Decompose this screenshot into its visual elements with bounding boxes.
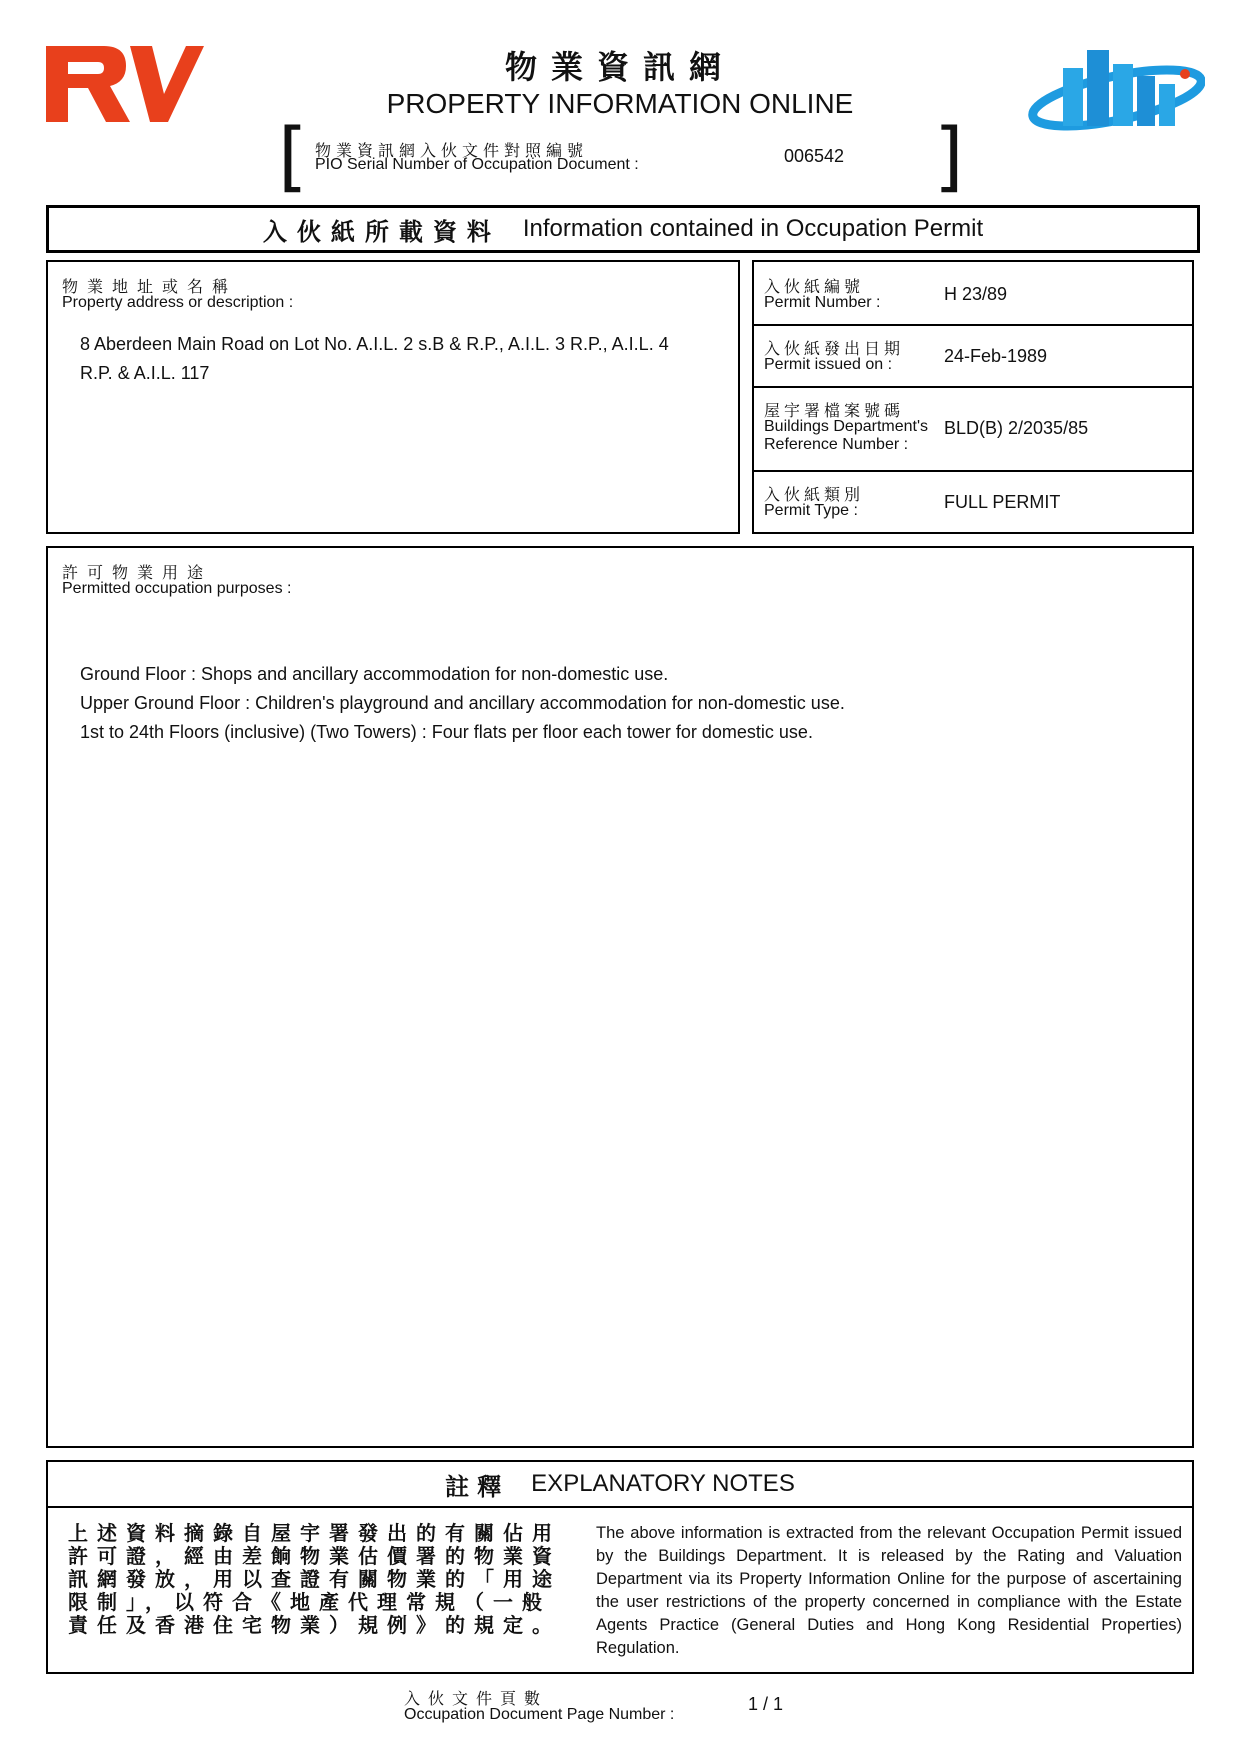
serial-label-en: PIO Serial Number of Occupation Document :: [315, 156, 639, 173]
permit-type-label-zh: 入伙紙類別: [764, 485, 865, 504]
notes-text-en: The above information is extracted from the relevant Occupation Permit issued by the Buildings Department. It is released by the Rating and Valuation Department via its Property Information Online for the purpose of ascertaining the user restrictions of the property concerned in compliance with the Estate Agents Practice (General Duties and Hong Kong Residential Properties) Regulation.: [596, 1524, 1182, 1657]
footer-label-en: Occupation Document Page Number :: [404, 1706, 675, 1723]
notes-text-zh: 上述資料摘錄自屋宇署發出的有關佔用許可證，經由差餉物業估價署的物業資訊網發放，用以查證有關物業的「用途限制」，以符合《地產代理常規（一般責任及香港住宅物業）規例》的規定。: [68, 1521, 561, 1637]
permit-info-box: [752, 260, 1194, 534]
notes-heading-en: EXPLANATORY NOTES: [531, 1470, 795, 1497]
banner-zh: 入伙紙所載資料: [262, 217, 501, 246]
serial-label-zh: 物業資訊網入伙文件對照編號: [315, 141, 589, 160]
permit-date-label-en: Permit issued on :: [764, 356, 893, 373]
footer-label-zh: 入伙文件頁數: [404, 1689, 549, 1708]
section-banner: [46, 205, 1200, 253]
purpose-line: Upper Ground Floor : Children's playground and ancillary accommodation for non-domestic use.: [80, 693, 845, 713]
purpose-line: Ground Floor : Shops and ancillary accommodation for non-domestic use.: [80, 664, 669, 684]
purpose-line: 1st to 24th Floors (inclusive) (Two Towers) : Four flats per floor each tower for domestic use.: [80, 722, 813, 742]
permit-number-label-zh: 入伙紙編號: [764, 277, 865, 296]
bd-ref-value: BLD(B) 2/2035/85: [944, 418, 1089, 438]
permit-date-row: [754, 326, 1192, 388]
bd-ref-label-zh: 屋宇署檔案號碼: [764, 401, 905, 420]
address-label-en: Property address or description :: [62, 294, 294, 311]
page-number: 1 / 1: [748, 1694, 784, 1714]
permit-date-value: 24-Feb-1989: [944, 346, 1048, 366]
serial-value: 006542: [784, 146, 845, 166]
address-text: [80, 330, 669, 388]
right-bracket: ]: [934, 111, 964, 200]
bd-ref-row: [754, 388, 1192, 472]
address-box: [46, 260, 740, 534]
bd-ref-label-en-2: Reference Number :: [764, 436, 909, 453]
address-line: R.P. & A.I.L. 117: [80, 363, 210, 383]
notes-heading-zh: 註釋: [445, 1472, 510, 1501]
permit-type-label-en: Permit Type :: [764, 502, 858, 519]
banner-en: Information contained in Occupation Permit: [522, 215, 984, 242]
notes-box: [46, 1460, 1194, 1674]
bd-ref-label-en: Buildings Department's: [764, 418, 929, 435]
left-bracket: [: [278, 111, 308, 200]
title-en: PROPERTY INFORMATION ONLINE: [386, 88, 854, 119]
permit-type-row: [754, 472, 1192, 532]
title-zh: 物業資訊網: [504, 48, 735, 86]
purposes-text: [80, 660, 845, 747]
permit-number-value: H 23/89: [944, 284, 1008, 304]
permit-number-label-en: Permit Number :: [764, 294, 881, 311]
purposes-label-zh: 許可物業用途: [62, 563, 213, 582]
permit-type-value: FULL PERMIT: [944, 492, 1061, 512]
notes-heading: [48, 1462, 1192, 1508]
permit-date-label-zh: 入伙紙發出日期: [764, 339, 905, 358]
address-line: 8 Aberdeen Main Road on Lot No. A.I.L. 2 s.B & R.P., A.I.L. 3 R.P., A.I.L. 4: [80, 334, 669, 354]
purposes-label-en: Permitted occupation purposes :: [62, 580, 292, 597]
address-label-zh: 物業地址或名稱: [62, 277, 238, 296]
permit-number-row: [754, 262, 1192, 326]
purposes-box: [46, 546, 1194, 1448]
